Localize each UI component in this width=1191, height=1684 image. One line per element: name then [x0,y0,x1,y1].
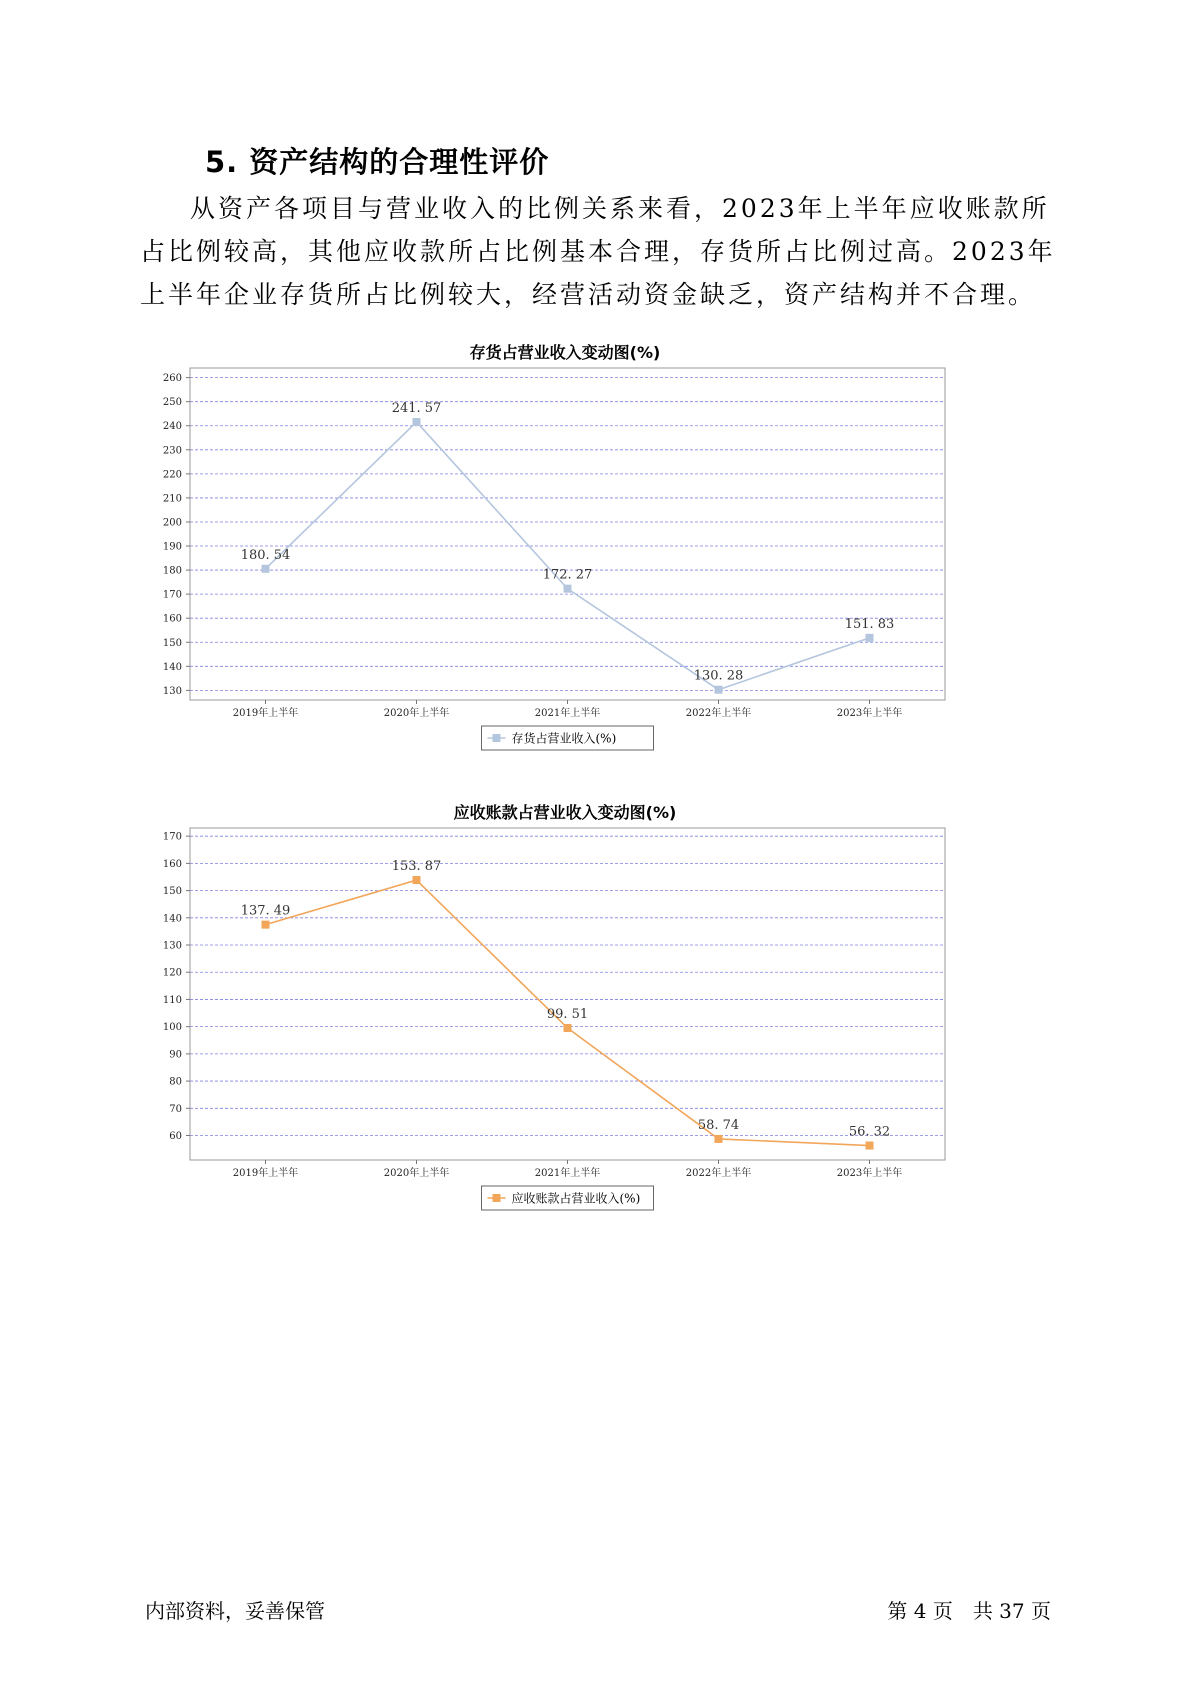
paragraph-line: 上半年企业存货所占比例较大，经营活动资金缺乏，资产结构并不合理。 [140,280,1037,309]
x-tick-label: 2020年上半年 [383,1168,450,1179]
plot-area [190,828,945,1160]
legend-marker [493,1194,501,1202]
y-tick-label: 160 [162,858,182,870]
y-tick-label: 120 [162,967,182,979]
x-tick-label: 2019年上半年 [232,708,299,719]
y-tick-label: 140 [162,661,182,673]
footer-page-number: 第 4 页 共 37 页 [887,1599,1051,1623]
y-tick-label: 220 [162,469,182,481]
y-tick-label: 90 [169,1049,182,1061]
chart-legend [482,1186,654,1210]
paragraph-line: 占比例较高，其他应收款所占比例基本合理，存货所占比例过高。2023年 [140,237,1056,266]
x-tick-label: 2019年上半年 [232,1168,299,1179]
y-tick-label: 180 [162,565,182,577]
y-tick-label: 190 [162,541,182,553]
y-tick-label: 80 [169,1076,182,1088]
data-point [413,876,421,884]
y-tick-label: 210 [162,493,182,505]
data-point [715,1135,723,1143]
data-point [564,585,572,593]
x-tick-label: 2023年上半年 [836,1168,903,1179]
legend-label: 应收账款占营业收入(%) [511,1191,641,1206]
data-label: 172. 27 [542,567,593,583]
x-tick-label: 2021年上半年 [534,1168,601,1179]
footer-confidential-note: 内部资料，妥善保管 [145,1599,325,1623]
chart-title: 存货占营业收入变动图(%) [469,343,661,362]
y-tick-label: 70 [169,1103,182,1115]
x-tick-label: 2023年上半年 [836,708,903,719]
data-label: 56. 32 [848,1124,891,1140]
y-tick-label: 230 [162,445,182,457]
data-label: 153. 87 [391,859,442,875]
data-label: 151. 83 [844,616,895,632]
receivables-ratio-chart-svg [140,800,1040,1220]
y-tick-label: 110 [162,994,182,1006]
y-tick-label: 60 [169,1131,182,1143]
data-label: 99. 51 [546,1006,589,1022]
y-tick-label: 150 [162,886,182,898]
chart-legend [482,726,654,750]
data-label: 180. 54 [240,547,291,563]
y-tick-label: 260 [162,373,182,385]
data-point [866,1142,874,1150]
paragraph-line: 从资产各项目与营业收入的比例关系来看，2023年上半年应收账款所 [190,194,1050,223]
data-label: 137. 49 [240,903,291,919]
data-point [564,1024,572,1032]
inventory-ratio-chart-svg [140,340,1040,760]
legend-label: 存货占营业收入(%) [511,731,617,746]
x-tick-label: 2020年上半年 [383,708,450,719]
y-tick-label: 130 [162,685,182,697]
chart-title: 应收账款占营业收入变动图(%) [453,803,677,822]
y-tick-label: 140 [162,913,182,925]
x-tick-label: 2022年上半年 [685,708,752,719]
y-tick-label: 160 [162,613,182,625]
data-point [262,565,270,573]
data-point [866,634,874,642]
inventory-ratio-chart [140,340,1040,760]
data-label: 130. 28 [693,668,744,684]
x-tick-label: 2022年上半年 [685,1168,752,1179]
x-tick-label: 2021年上半年 [534,708,601,719]
y-tick-label: 170 [162,831,182,843]
data-point [262,921,270,929]
y-tick-label: 200 [162,517,182,529]
data-label: 58. 74 [697,1117,740,1133]
y-tick-label: 150 [162,637,182,649]
data-point [413,418,421,426]
data-label: 241. 57 [391,400,442,416]
data-point [715,686,723,694]
legend-marker [493,734,501,742]
y-tick-label: 250 [162,397,182,409]
y-tick-label: 100 [162,1022,182,1034]
section-heading: 5. 资产结构的合理性评价 [205,145,550,179]
y-tick-label: 130 [162,940,182,952]
receivables-ratio-chart [140,800,1040,1220]
y-tick-label: 240 [162,421,182,433]
y-tick-label: 170 [162,589,182,601]
